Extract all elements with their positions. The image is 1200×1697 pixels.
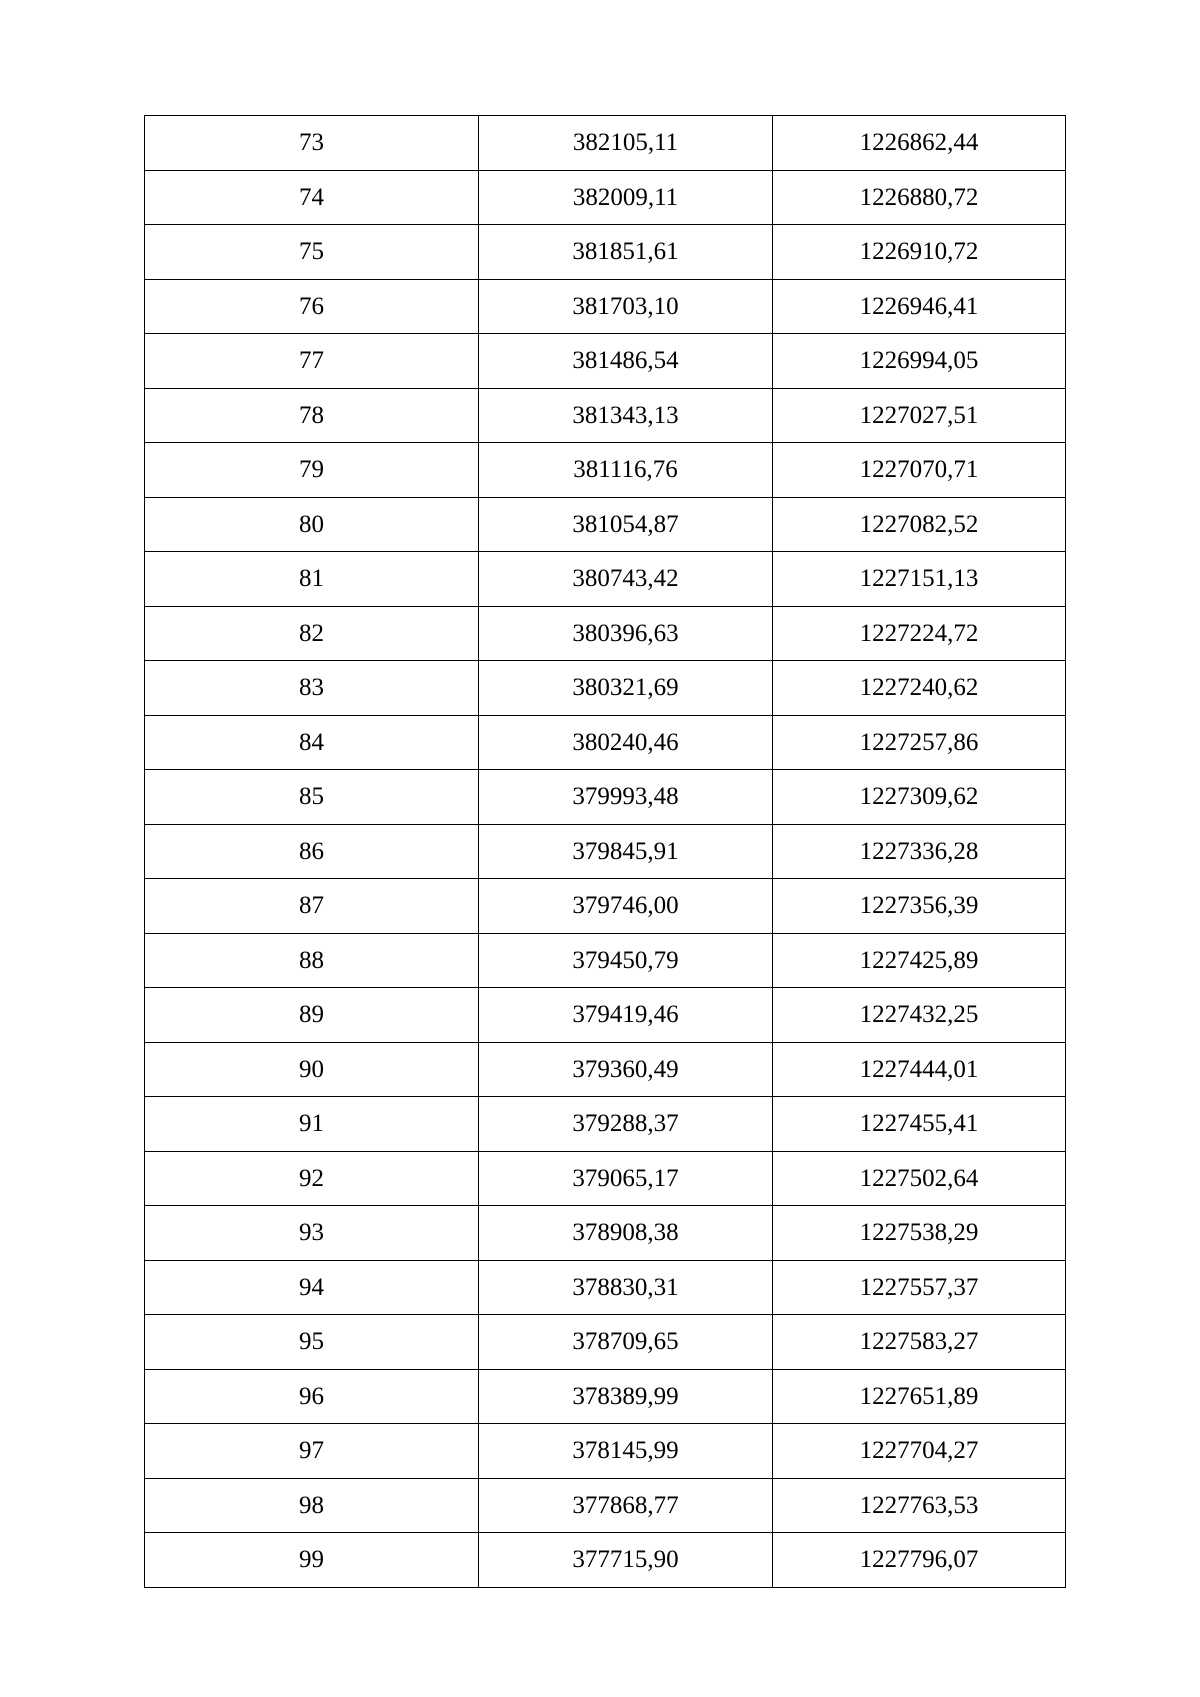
- x-coordinate-cell: 379360,49: [479, 1042, 773, 1097]
- table-row: [145, 170, 1066, 225]
- table-row: [145, 443, 1066, 498]
- table-row: [145, 824, 1066, 879]
- point-number-cell: 90: [145, 1042, 479, 1097]
- point-number-cell: 93: [145, 1206, 479, 1261]
- x-coordinate-cell: 377868,77: [479, 1478, 773, 1533]
- x-coordinate-cell: 382009,11: [479, 170, 773, 225]
- y-coordinate-cell: 1227257,86: [773, 715, 1066, 770]
- table-row: [145, 497, 1066, 552]
- coordinates-table-body: [145, 116, 1066, 1588]
- x-coordinate-cell: 382105,11: [479, 116, 773, 171]
- table-row: [145, 334, 1066, 389]
- point-number-cell: 94: [145, 1260, 479, 1315]
- table-row: [145, 1315, 1066, 1370]
- coordinates-table: [144, 115, 1066, 1588]
- y-coordinate-cell: 1227796,07: [773, 1533, 1066, 1588]
- table-row: [145, 933, 1066, 988]
- y-coordinate-cell: 1227651,89: [773, 1369, 1066, 1424]
- x-coordinate-cell: 377715,90: [479, 1533, 773, 1588]
- point-number-cell: 73: [145, 116, 479, 171]
- point-number-cell: 85: [145, 770, 479, 825]
- point-number-cell: 75: [145, 225, 479, 280]
- y-coordinate-cell: 1227557,37: [773, 1260, 1066, 1315]
- y-coordinate-cell: 1226880,72: [773, 170, 1066, 225]
- y-coordinate-cell: 1227763,53: [773, 1478, 1066, 1533]
- y-coordinate-cell: 1227224,72: [773, 606, 1066, 661]
- table-row: [145, 388, 1066, 443]
- y-coordinate-cell: 1227538,29: [773, 1206, 1066, 1261]
- y-coordinate-cell: 1227027,51: [773, 388, 1066, 443]
- y-coordinate-cell: 1227240,62: [773, 661, 1066, 716]
- y-coordinate-cell: 1227432,25: [773, 988, 1066, 1043]
- y-coordinate-cell: 1227583,27: [773, 1315, 1066, 1370]
- table-row: [145, 1533, 1066, 1588]
- table-row: [145, 1206, 1066, 1261]
- x-coordinate-cell: 378830,31: [479, 1260, 773, 1315]
- point-number-cell: 84: [145, 715, 479, 770]
- table-row: [145, 1478, 1066, 1533]
- y-coordinate-cell: 1226946,41: [773, 279, 1066, 334]
- point-number-cell: 97: [145, 1424, 479, 1479]
- table-row: [145, 606, 1066, 661]
- x-coordinate-cell: 379450,79: [479, 933, 773, 988]
- x-coordinate-cell: 380743,42: [479, 552, 773, 607]
- table-row: [145, 1369, 1066, 1424]
- point-number-cell: 86: [145, 824, 479, 879]
- table-row: [145, 116, 1066, 171]
- x-coordinate-cell: 378145,99: [479, 1424, 773, 1479]
- point-number-cell: 92: [145, 1151, 479, 1206]
- table-row: [145, 715, 1066, 770]
- x-coordinate-cell: 379065,17: [479, 1151, 773, 1206]
- table-row: [145, 1424, 1066, 1479]
- table-row: [145, 1097, 1066, 1152]
- point-number-cell: 82: [145, 606, 479, 661]
- table-row: [145, 770, 1066, 825]
- point-number-cell: 80: [145, 497, 479, 552]
- x-coordinate-cell: 380321,69: [479, 661, 773, 716]
- y-coordinate-cell: 1227070,71: [773, 443, 1066, 498]
- table-row: [145, 225, 1066, 280]
- table-row: [145, 279, 1066, 334]
- x-coordinate-cell: 378709,65: [479, 1315, 773, 1370]
- y-coordinate-cell: 1227704,27: [773, 1424, 1066, 1479]
- point-number-cell: 87: [145, 879, 479, 934]
- point-number-cell: 98: [145, 1478, 479, 1533]
- point-number-cell: 76: [145, 279, 479, 334]
- y-coordinate-cell: 1226862,44: [773, 116, 1066, 171]
- table-row: [145, 879, 1066, 934]
- table-row: [145, 1151, 1066, 1206]
- x-coordinate-cell: 379288,37: [479, 1097, 773, 1152]
- x-coordinate-cell: 381054,87: [479, 497, 773, 552]
- x-coordinate-cell: 378908,38: [479, 1206, 773, 1261]
- table-row: [145, 552, 1066, 607]
- point-number-cell: 78: [145, 388, 479, 443]
- point-number-cell: 83: [145, 661, 479, 716]
- table-row: [145, 1042, 1066, 1097]
- y-coordinate-cell: 1226994,05: [773, 334, 1066, 389]
- x-coordinate-cell: 381343,13: [479, 388, 773, 443]
- x-coordinate-cell: 381116,76: [479, 443, 773, 498]
- y-coordinate-cell: 1227336,28: [773, 824, 1066, 879]
- x-coordinate-cell: 379419,46: [479, 988, 773, 1043]
- point-number-cell: 99: [145, 1533, 479, 1588]
- x-coordinate-cell: 379845,91: [479, 824, 773, 879]
- point-number-cell: 96: [145, 1369, 479, 1424]
- x-coordinate-cell: 380240,46: [479, 715, 773, 770]
- y-coordinate-cell: 1227455,41: [773, 1097, 1066, 1152]
- y-coordinate-cell: 1227082,52: [773, 497, 1066, 552]
- table-row: [145, 1260, 1066, 1315]
- x-coordinate-cell: 379746,00: [479, 879, 773, 934]
- x-coordinate-cell: 381703,10: [479, 279, 773, 334]
- x-coordinate-cell: 381851,61: [479, 225, 773, 280]
- y-coordinate-cell: 1226910,72: [773, 225, 1066, 280]
- y-coordinate-cell: 1227444,01: [773, 1042, 1066, 1097]
- table-row: [145, 988, 1066, 1043]
- x-coordinate-cell: 379993,48: [479, 770, 773, 825]
- y-coordinate-cell: 1227356,39: [773, 879, 1066, 934]
- x-coordinate-cell: 380396,63: [479, 606, 773, 661]
- point-number-cell: 74: [145, 170, 479, 225]
- table-row: [145, 661, 1066, 716]
- point-number-cell: 95: [145, 1315, 479, 1370]
- point-number-cell: 77: [145, 334, 479, 389]
- point-number-cell: 79: [145, 443, 479, 498]
- x-coordinate-cell: 378389,99: [479, 1369, 773, 1424]
- y-coordinate-cell: 1227425,89: [773, 933, 1066, 988]
- x-coordinate-cell: 381486,54: [479, 334, 773, 389]
- y-coordinate-cell: 1227309,62: [773, 770, 1066, 825]
- y-coordinate-cell: 1227502,64: [773, 1151, 1066, 1206]
- point-number-cell: 88: [145, 933, 479, 988]
- point-number-cell: 91: [145, 1097, 479, 1152]
- y-coordinate-cell: 1227151,13: [773, 552, 1066, 607]
- point-number-cell: 81: [145, 552, 479, 607]
- point-number-cell: 89: [145, 988, 479, 1043]
